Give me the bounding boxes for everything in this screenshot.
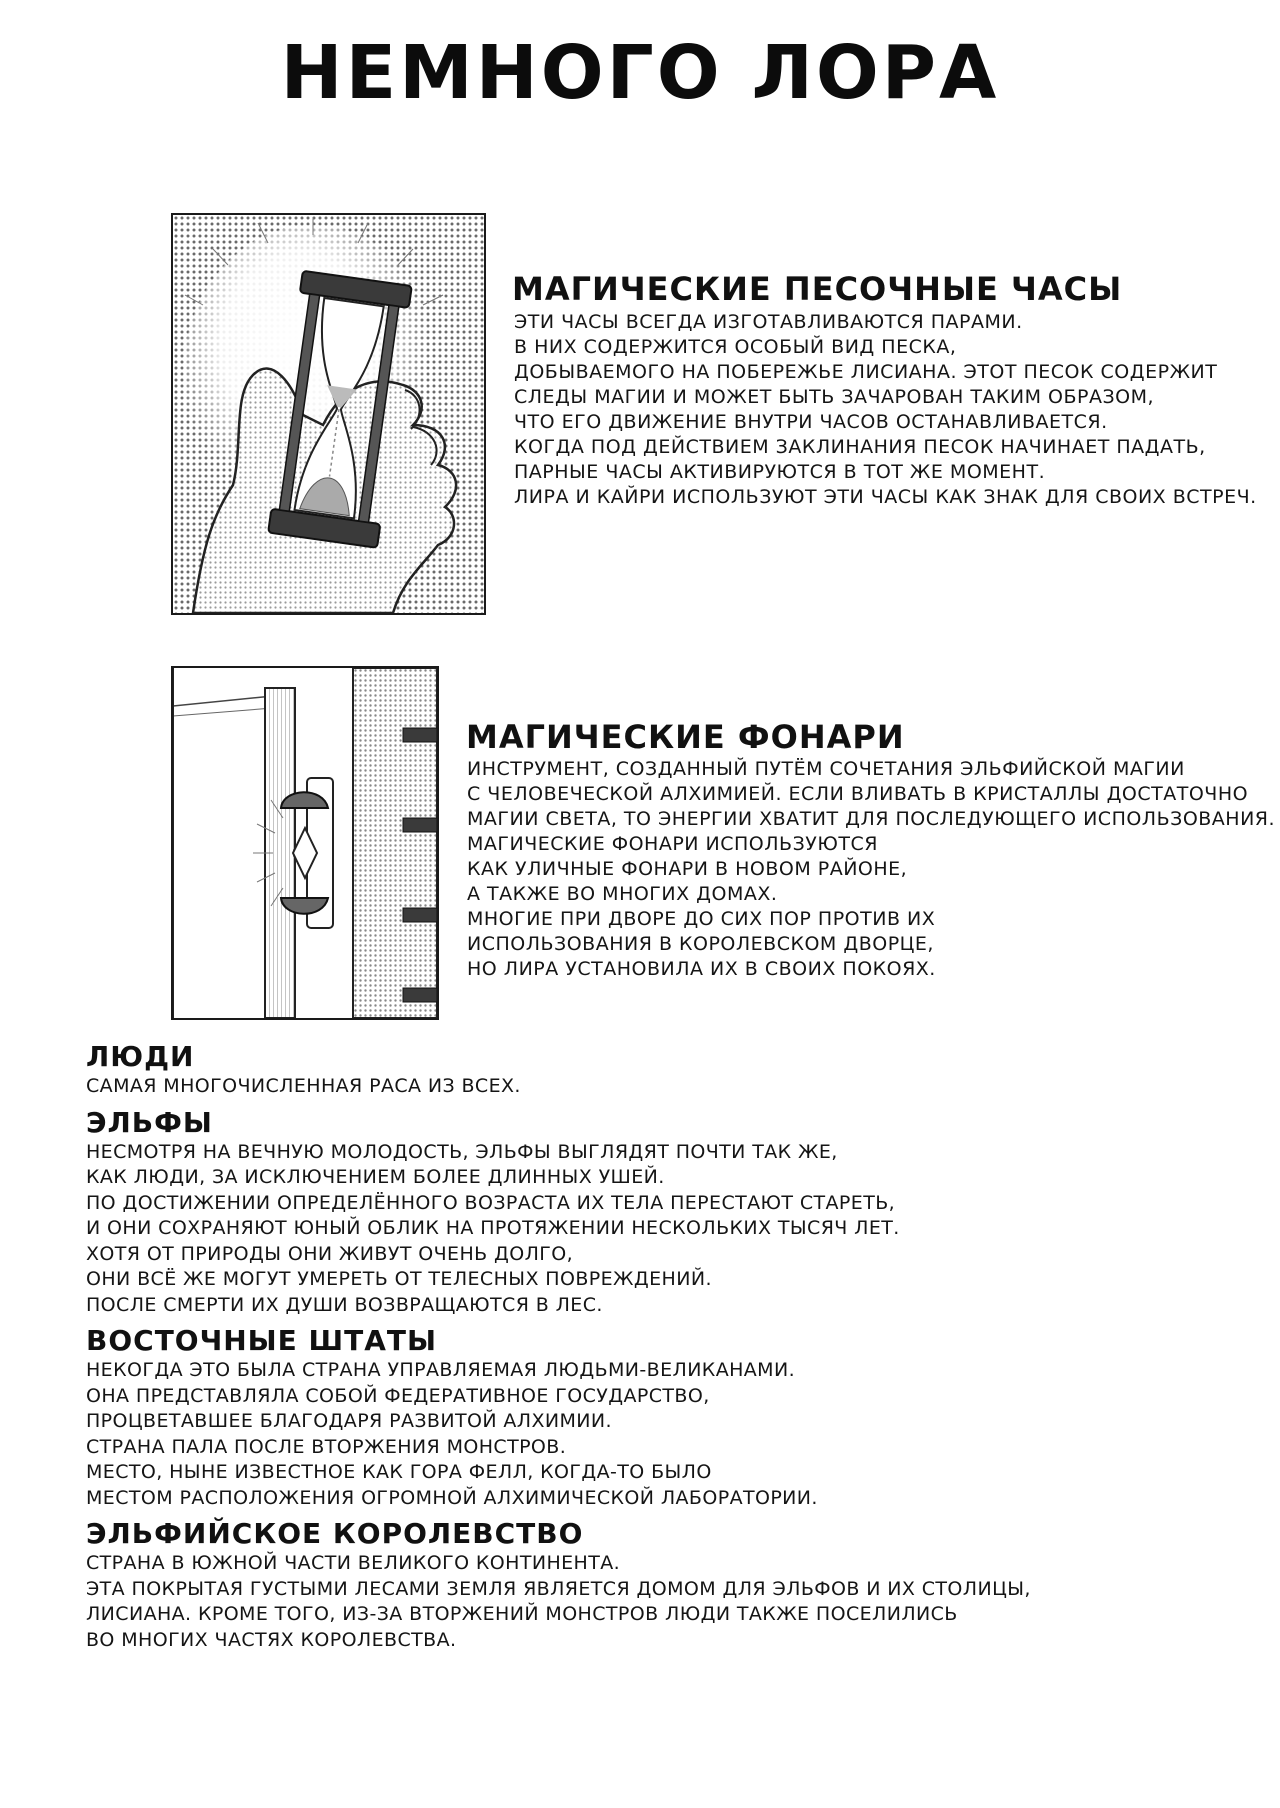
- glossary-line: ВО МНОГИХ ЧАСТЯХ КОРОЛЕВСТВА.: [86, 1628, 457, 1651]
- glossary-line: ОНА ПРЕДСТАВЛЯЛА СОБОЙ ФЕДЕРАТИВНОЕ ГОСУДАРСТВО,: [86, 1384, 710, 1407]
- hourglass-line: ЧТО ЕГО ДВИЖЕНИЕ ВНУТРИ ЧАСОВ ОСТАНАВЛИВАЕТСЯ.: [514, 411, 1108, 433]
- hourglass-line: КОГДА ПОД ДЕЙСТВИЕМ ЗАКЛИНАНИЯ ПЕСОК НАЧИНАЕТ ПАДАТЬ,: [514, 436, 1206, 458]
- glossary-line: ПРОЦВЕТАВШЕЕ БЛАГОДАРЯ РАЗВИТОЙ АЛХИМИИ.: [86, 1410, 612, 1432]
- lanterns-line: ИСПОЛЬЗОВАНИЯ В КОРОЛЕВСКОМ ДВОРЦЕ,: [467, 933, 934, 955]
- glossary-line: ЛИСИАНА. КРОМЕ ТОГО, ИЗ-ЗА ВТОРЖЕНИЙ МОНСТРОВ ЛЮДИ ТАКЖЕ ПОСЕЛИЛИСЬ: [86, 1603, 958, 1625]
- glossary-heading: ЛЮДИ: [86, 1040, 195, 1073]
- glossary-line: КАК ЛЮДИ, ЗА ИСКЛЮЧЕНИЕМ БОЛЕЕ ДЛИННЫХ УШЕЙ.: [86, 1166, 665, 1188]
- glossary-line: НЕКОГДА ЭТО БЫЛА СТРАНА УПРАВЛЯЕМАЯ ЛЮДЬМИ-ВЕЛИКАНАМИ.: [86, 1359, 796, 1381]
- glossary-entry-humans: [86, 1040, 1206, 1100]
- glossary-line: МЕСТО, НЫНЕ ИЗВЕСТНОЕ КАК ГОРА ФЕЛЛ, КОГДА-ТО БЫЛО: [86, 1461, 712, 1483]
- hourglass-title: МАГИЧЕСКИЕ ПЕСОЧНЫЕ ЧАСЫ: [512, 270, 1123, 308]
- hourglass-line: В НИХ СОДЕРЖИТСЯ ОСОБЫЙ ВИД ПЕСКА,: [514, 336, 957, 358]
- glossary-line: ХОТЯ ОТ ПРИРОДЫ ОНИ ЖИВУТ ОЧЕНЬ ДОЛГО,: [86, 1242, 574, 1265]
- glossary-line: ОНИ ВСЁ ЖЕ МОГУТ УМЕРЕТЬ ОТ ТЕЛЕСНЫХ ПОВРЕЖДЕНИЙ.: [86, 1268, 712, 1290]
- glossary-line: ЭТА ПОКРЫТАЯ ГУСТЫМИ ЛЕСАМИ ЗЕМЛЯ ЯВЛЯЕТСЯ ДОМОМ ДЛЯ ЭЛЬФОВ И ИХ СТОЛИЦЫ,: [86, 1577, 1031, 1600]
- hourglass-line: ЭТИ ЧАСЫ ВСЕГДА ИЗГОТАВЛИВАЮТСЯ ПАРАМИ.: [514, 311, 1023, 333]
- glossary-heading: ВОСТОЧНЫЕ ШТАТЫ: [86, 1324, 438, 1357]
- glossary-line: ПО ДОСТИЖЕНИИ ОПРЕДЕЛЁННОГО ВОЗРАСТА ИХ ТЕЛА ПЕРЕСТАЮТ СТАРЕТЬ,: [86, 1191, 896, 1214]
- glossary-line: ПОСЛЕ СМЕРТИ ИХ ДУШИ ВОЗВРАЩАЮТСЯ В ЛЕС.: [86, 1293, 603, 1316]
- lanterns-description: [467, 757, 1275, 982]
- glossary-line: НЕСМОТРЯ НА ВЕЧНУЮ МОЛОДОСТЬ, ЭЛЬФЫ ВЫГЛЯДЯТ ПОЧТИ ТАК ЖЕ,: [86, 1140, 838, 1163]
- glossary-line: СТРАНА ПАЛА ПОСЛЕ ВТОРЖЕНИЯ МОНСТРОВ.: [86, 1435, 567, 1458]
- lanterns-line: КАК УЛИЧНЫЕ ФОНАРИ В НОВОМ РАЙОНЕ,: [467, 858, 908, 880]
- glossary-entry-eastern-states: [86, 1324, 1206, 1511]
- hourglass-line: ДОБЫВАЕМОГО НА ПОБЕРЕЖЬЕ ЛИСИАНА. ЭТОТ ПЕСОК СОДЕРЖИТ: [514, 361, 1218, 383]
- lantern-illustration: [171, 666, 439, 1020]
- page-title: НЕМНОГО ЛОРА: [280, 30, 1000, 116]
- glossary-entry-elves: [86, 1106, 1206, 1319]
- lanterns-line: МАГИИ СВЕТА, ТО ЭНЕРГИИ ХВАТИТ ДЛЯ ПОСЛЕДУЮЩЕГО ИСПОЛЬЗОВАНИЯ.: [467, 808, 1276, 830]
- lanterns-line: С ЧЕЛОВЕЧЕСКОЙ АЛХИМИЕЙ. ЕСЛИ ВЛИВАТЬ В КРИСТАЛЛЫ ДОСТАТОЧНО: [467, 783, 1249, 805]
- hourglass-line: СЛЕДЫ МАГИИ И МОЖЕТ БЫТЬ ЗАЧАРОВАН ТАКИМ ОБРАЗОМ,: [514, 386, 1155, 408]
- lanterns-line: МАГИЧЕСКИЕ ФОНАРИ ИСПОЛЬЗУЮТСЯ: [467, 833, 878, 855]
- lanterns-line: МНОГИЕ ПРИ ДВОРЕ ДО СИХ ПОР ПРОТИВ ИХ: [467, 908, 936, 930]
- glossary-line: СТРАНА В ЮЖНОЙ ЧАСТИ ВЕЛИКОГО КОНТИНЕНТА.: [86, 1552, 621, 1574]
- glossary-line: САМАЯ МНОГОЧИСЛЕННАЯ РАСА ИЗ ВСЕХ.: [86, 1075, 521, 1097]
- glossary-heading: ЭЛЬФЫ: [86, 1105, 213, 1139]
- lanterns-line: А ТАКЖЕ ВО МНОГИХ ДОМАХ.: [467, 883, 778, 905]
- hourglass-description: [514, 310, 1257, 510]
- glossary-line: И ОНИ СОХРАНЯЮТ ЮНЫЙ ОБЛИК НА ПРОТЯЖЕНИИ НЕСКОЛЬКИХ ТЫСЯЧ ЛЕТ.: [86, 1217, 900, 1239]
- glossary: [86, 1040, 1206, 1659]
- lanterns-title: МАГИЧЕСКИЕ ФОНАРИ: [466, 718, 905, 756]
- hourglass-line: ПАРНЫЕ ЧАСЫ АКТИВИРУЮТСЯ В ТОТ ЖЕ МОМЕНТ.: [514, 461, 1046, 483]
- lanterns-line: ИНСТРУМЕНТ, СОЗДАННЫЙ ПУТЁМ СОЧЕТАНИЯ ЭЛЬФИЙСКОЙ МАГИИ: [467, 758, 1185, 780]
- hourglass-line: ЛИРА И КАЙРИ ИСПОЛЬЗУЮТ ЭТИ ЧАСЫ КАК ЗНАК ДЛЯ СВОИХ ВСТРЕЧ.: [514, 486, 1257, 508]
- glossary-line: МЕСТОМ РАСПОЛОЖЕНИЯ ОГРОМНОЙ АЛХИМИЧЕСКОЙ ЛАБОРАТОРИИ.: [86, 1486, 818, 1509]
- glossary-entry-elven-kingdom: [86, 1517, 1206, 1653]
- glossary-heading: ЭЛЬФИЙСКОЕ КОРОЛЕВСТВО: [86, 1517, 584, 1550]
- lanterns-line: НО ЛИРА УСТАНОВИЛА ИХ В СВОИХ ПОКОЯХ.: [467, 958, 936, 980]
- hourglass-illustration: [171, 213, 486, 615]
